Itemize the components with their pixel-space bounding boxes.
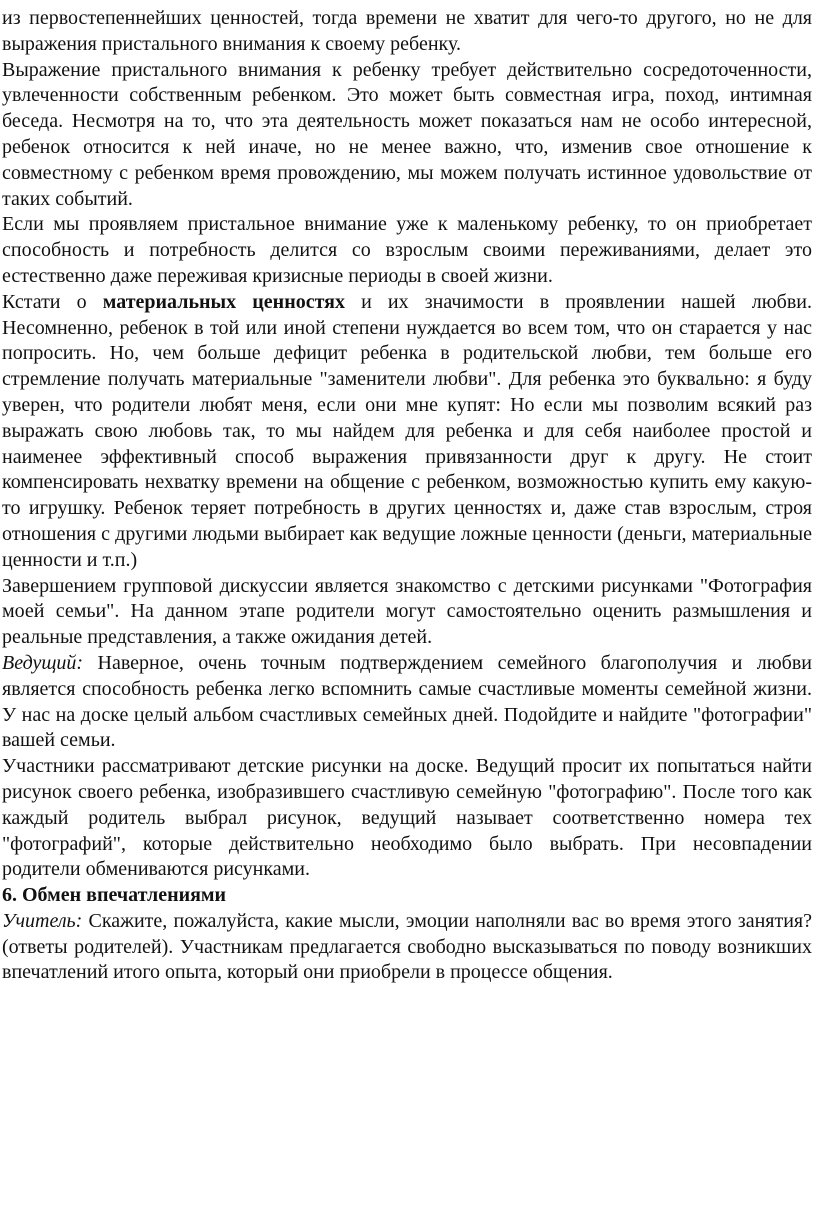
paragraph-attention: Выражение пристального внимания к ребенку требует действительно сосредоточенности, увлеченности собственным ребенком. Это может быть совместная игра, поход, интимная беседа. Несмотря на то, что эта деятельность может показаться нам не особо интересной, ребенок относится к ней иначе, но не менее важно, что, изменив свое отношение к совместному с ребенком время провождению, мы можем получать истинное удовольствие от таких событий. [2,58,812,210]
paragraph-host-remark [2,651,812,754]
document-body [2,6,812,986]
section-heading: 6. Обмен впечатлениями [2,884,227,907]
speaker-label-host: Ведущий: [2,651,84,674]
paragraph-continuation: из первостепеннейших ценностей, тогда времени не хватит для чего-то другого, но не для выражения пристального внимания к своему ребенку. [2,7,812,55]
paragraph-teacher-remark [2,909,812,986]
paragraph-material-values [2,290,812,574]
paragraph-material-values-text: и их значимости в проявлении нашей любви. Несомненно, ребенок в той или иной степени нуждается во всем том, что он старается у нас попросить. Но, чем больше дефицит ребенка в родительской любви, тем больше его стремление получать материальные "заменители любви". Для ребенка это буквально: я буду уверен, что родители любят меня, если они мне купят: Но если мы позволим всякий раз выражать свою любовь так, то мы найдем для ребенка и для себя наиболее простой и наименее эффективный способ выражения привязанности друг к другу. Не стоит компенсировать нехватку времени на общение с ребенком, возможностью купить ему какую-то игрушку. Ребенок теряет потребность в других ценностях и, даже став взрослым, строя отношения с другими людьми выбирает как ведущие ложные ценности (деньги, материальные ценности и т.п.) [2,290,812,571]
paragraph-material-values-intro: Кстати о [2,290,103,313]
speaker-label-teacher: Учитель: [2,909,83,932]
host-remark-text: Наверное, очень точным подтверждением семейного благополучия и любви является способность ребенка легко вспомнить самые счастливые моменты семейной жизни. У нас на доске целый альбом счастливых семейных дней. Подойдите и найдите "фотографии" вашей семьи. [2,651,812,752]
paragraph-early-attention: Если мы проявляем пристальное внимание уже к маленькому ребенку, то он приобретает способность и потребность делится со взрослым своими переживаниями, делает это естественно даже переживая кризисные периоды в своей жизни. [2,213,812,287]
paragraph-group-discussion: Завершением групповой дискуссии является знакомство с детскими рисунками "Фотография моей семьи". На данном этапе родители могут самостоятельно оценить размышления и реальные представления, а также ожидания детей. [2,574,812,649]
material-values-emphasis: материальных ценностях [102,290,345,313]
teacher-remark-text: Скажите, пожалуйста, какие мысли, эмоции наполняли вас во время этого занятия? (ответы родителей). Участникам предлагается свободно высказываться по поводу возникших впечатлений итого опыта, который они приобрели в процессе общения. [2,909,812,984]
paragraph-participants: Участники рассматривают детские рисунки на доске. Ведущий просит их попытаться найти рисунок своего ребенка, изобразившего счастливую семейную "фотографию". После того как каждый родитель выбрал рисунок, ведущий называет соответственно номера тех "фотографий", которые действительно необходимо было выбрать. При несовпадении родители обмениваются рисунками. [2,755,812,881]
